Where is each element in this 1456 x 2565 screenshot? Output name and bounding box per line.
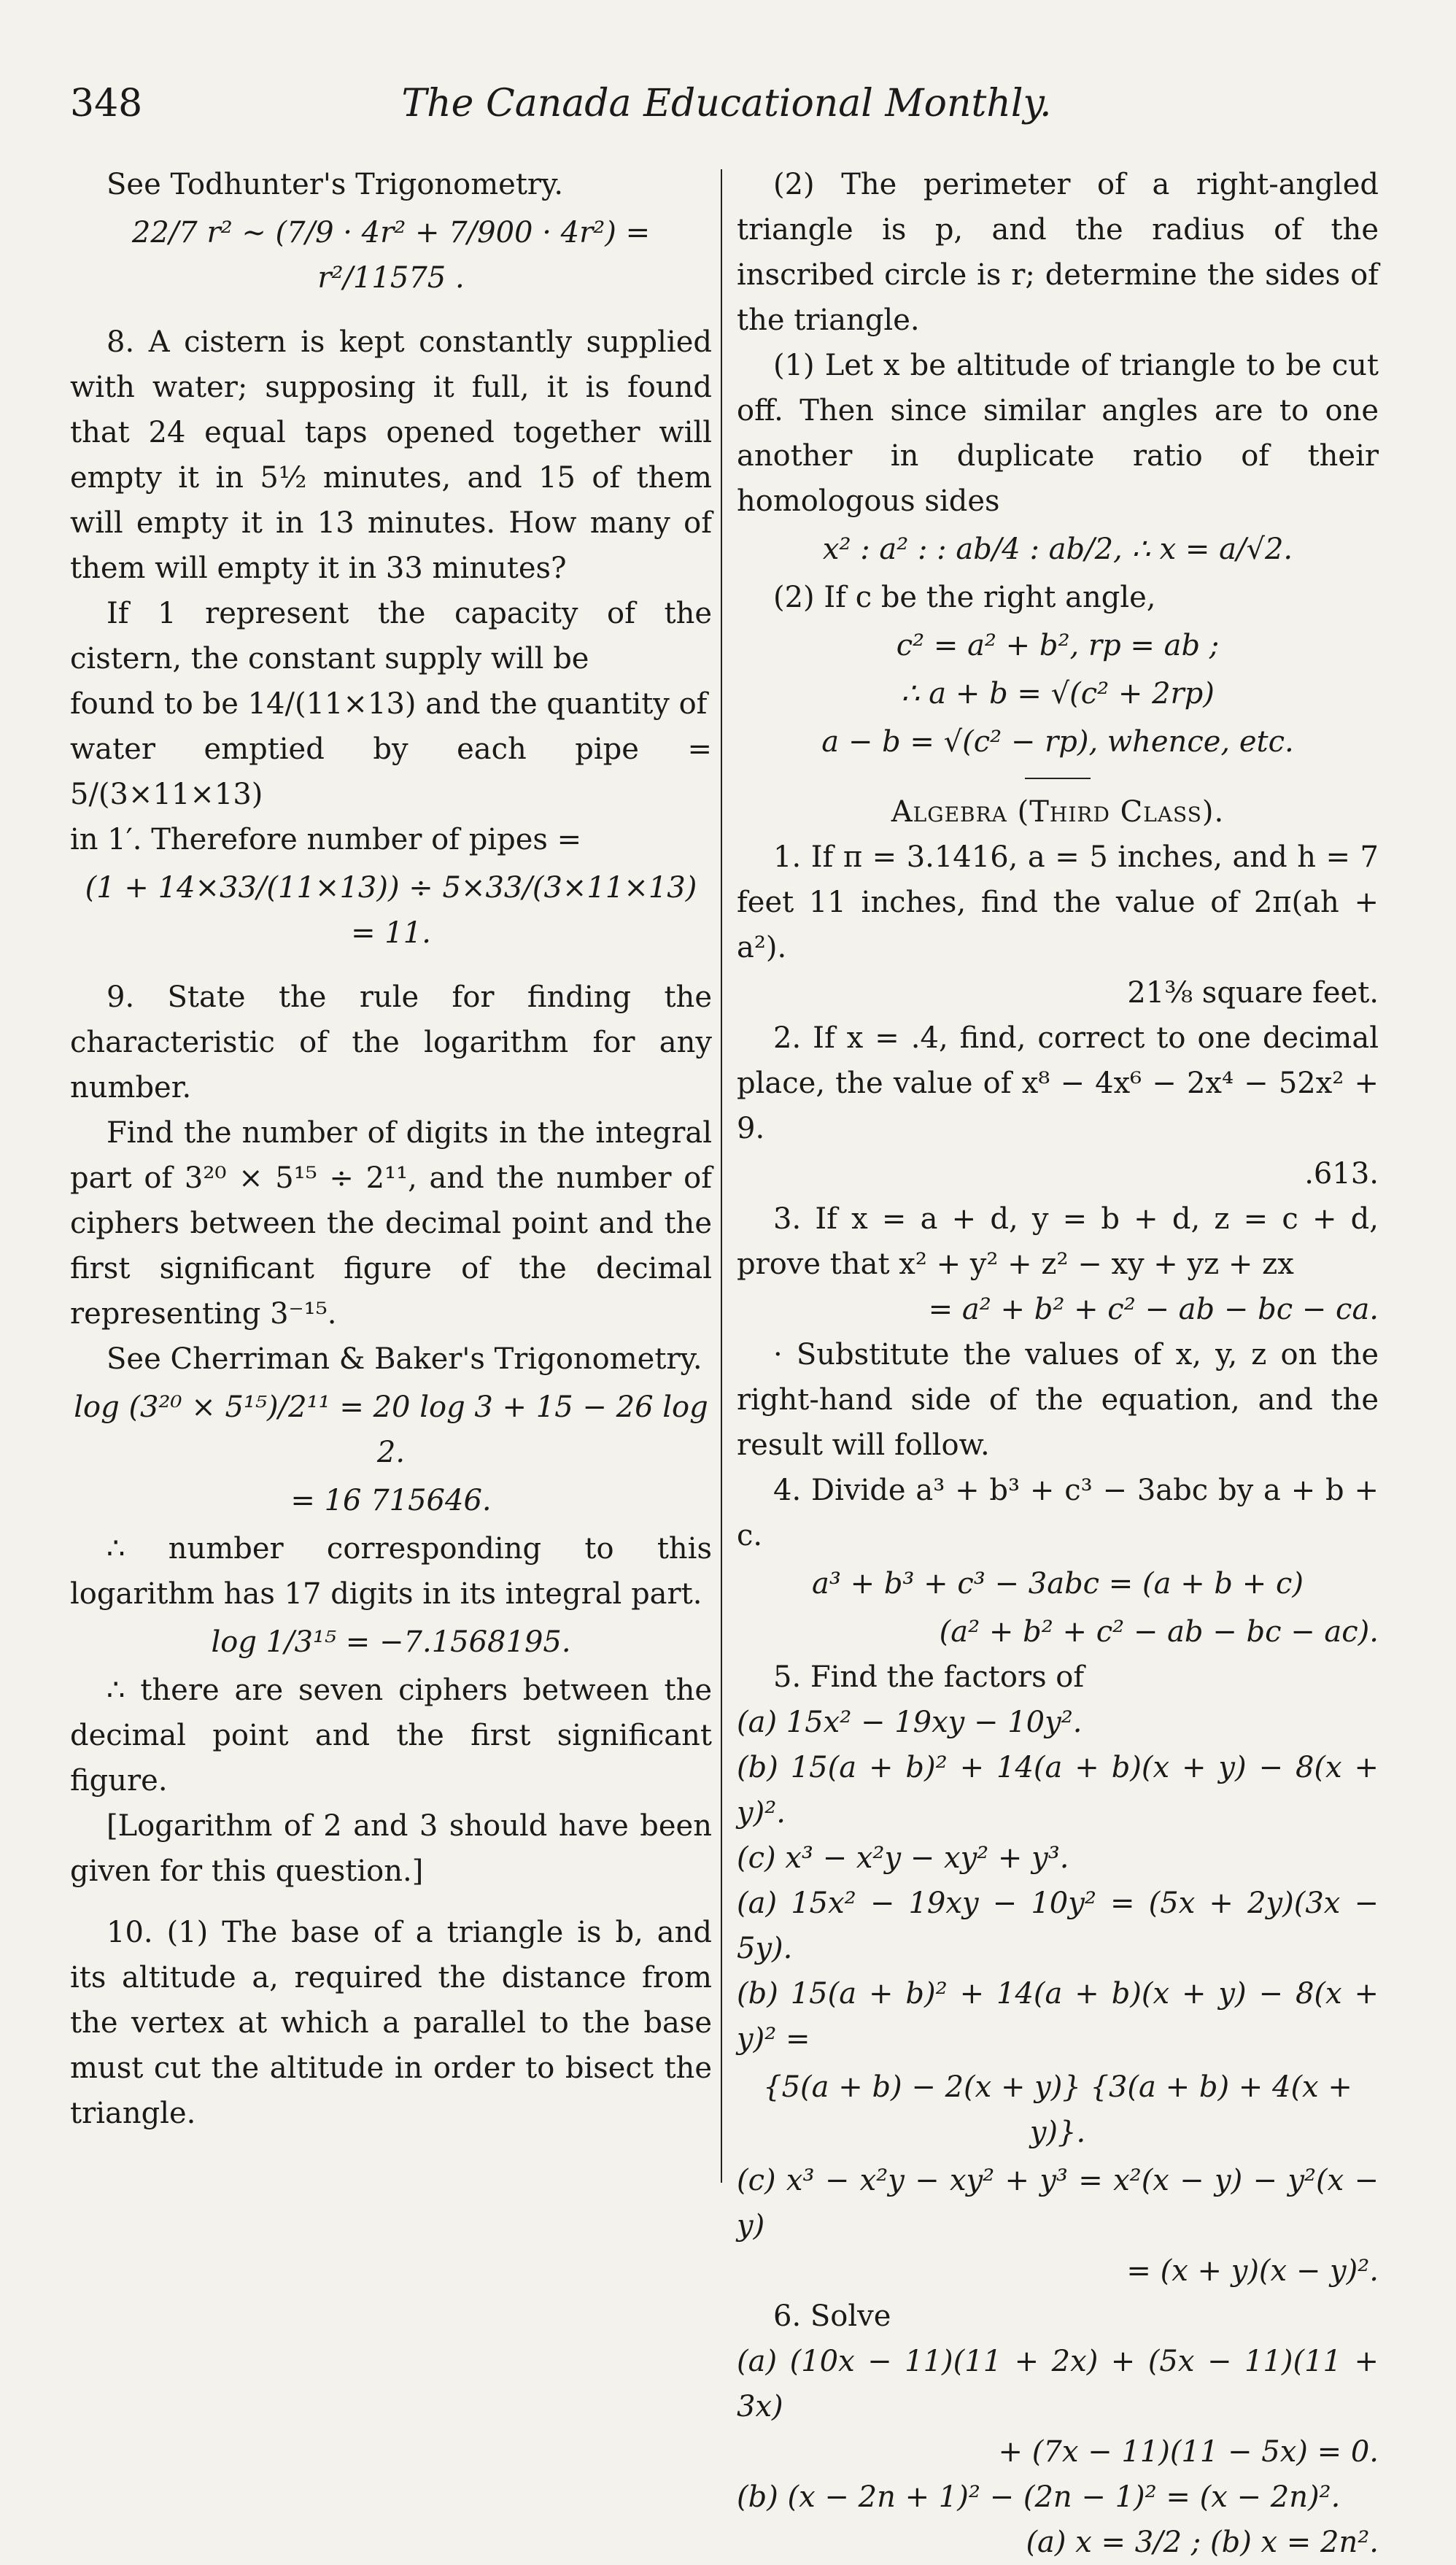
answer: .613. [1304,1157,1379,1191]
reference-line: See Todhunter's Trigonometry. [107,168,564,201]
question-3: 3. If x = a + d, y = b + d, z = c + d, prove that x² + y² + z² − xy + yz + zx [737,1202,1379,1281]
answer: (a) x = 3/2 ; (b) x = 2n². [1026,2526,1379,2559]
equation: + (7x − 11)(11 − 5x) = 0. [998,2435,1379,2469]
answer: (b) 15(a + b)² + 14(a + b)(x + y) − 8(x + y)² = [737,1977,1379,2056]
page-number: 348 [70,82,143,125]
sub-question: (b) (x − 2n + 1)² − (2n − 1)² = (x − 2n)². [737,2480,1341,2514]
question-1: 1. If π = 3.1416, a = 5 inches, and h = 7 feet 11 inches, find the value of 2π(ah + a²). [737,840,1379,964]
answer-text: water emptied by each pipe = 5/(3×11×13) [70,732,712,811]
equation: ∴ a + b = √(c² + 2rp) [901,677,1215,711]
sub-question: (a) (10x − 11)(11 + 2x) + (5x − 11)(11 + 3x) [737,2345,1379,2423]
equation: a − b = √(c² − rp), whence, etc. [821,725,1294,759]
equation: c² = a² + b², rp = ab ; [896,629,1220,662]
question-8: 8. A cistern is kept constantly supplied with water; supposing it full, it is found that 24 equal taps opened together will empty it in 5½ minutes, and 15 of them will empty it in 13 minutes. How many of them will empty it in 33 minutes? [70,325,712,585]
question-2: 2. If x = .4, find, correct to one decimal place, the value of x⁸ − 4x⁶ − 2x⁴ − 52x² + 9. [737,1021,1379,1145]
reference-line: See Cherriman & Baker's Trigonometry. [107,1342,702,1376]
equation: 22/7 r² ∼ (7/9 · 4r² + 7/900 · 4r²) = r²/11575 . [131,216,651,295]
answer-text: ∴ number corresponding to this logarithm has 17 digits in its integral part. [70,1532,712,1611]
answer: (a) 15x² − 19xy − 10y² = (5x + 2y)(3x − 5y). [737,1887,1379,1965]
equation: a³ + b³ + c³ − 3abc = (a + b + c) [811,1567,1304,1601]
question-6: 6. Solve [773,2299,891,2333]
question-5: 5. Find the factors of [773,1660,1085,1694]
equation: = a² + b² + c² − ab − bc − ca. [928,1293,1379,1326]
equation: log 1/3¹⁵ = −7.1568195. [211,1625,571,1659]
equation: = 16 715646. [290,1484,492,1517]
question-text: Find the number of digits in the integral part of 3²⁰ × 5¹⁵ ÷ 2¹¹, and the number of ciphers between the decimal point and the first significant figure of the decimal representing 3⁻¹⁵. [70,1116,712,1331]
answer-text: If 1 represent the capacity of the cistern, the constant supply will be [70,597,712,676]
equation: {5(a + b) − 2(x + y)} {3(a + b) + 4(x + y)}. [763,2070,1352,2149]
section-rule [1025,778,1091,779]
equation: (1 + 14×33/(11×13)) ÷ 5×33/(3×11×13) = 11. [85,871,697,950]
equation: (a² + b² + c² − ab − bc − ac). [939,1615,1379,1649]
right-column [737,162,1379,2565]
equation: x² : a² : : ab/4 : ab/2, ∴ x = a/√2. [822,533,1293,566]
answer-text: ∴ there are seven ciphers between the decimal point and the first significant figure. [70,1674,712,1798]
column-divider [721,169,722,2183]
answer: (c) x³ − x²y − xy² + y³ = x²(x − y) − y²(x − y) [737,2164,1379,2243]
equation: log (3²⁰ × 5¹⁵)/2¹¹ = 20 log 3 + 15 − 26 log 2. [74,1390,708,1469]
answer-text: · Substitute the values of x, y, z on the right-hand side of the equation, and the result will follow. [737,1338,1379,1462]
answer-text: (1) Let x be altitude of triangle to be cut off. Then since similar angles are to one another in duplicate ratio of their homologous sides [737,349,1379,518]
answer-text: (2) If c be the right angle, [773,581,1156,614]
sub-question: (b) 15(a + b)² + 14(a + b)(x + y) − 8(x + y)². [737,1751,1379,1830]
equation: = (x + y)(x − y)². [1126,2254,1379,2288]
sub-question: (c) x³ − x²y − xy² + y³. [737,1841,1069,1875]
answer-text: in 1′. Therefore number of pipes = [70,823,582,856]
note: [Logarithm of 2 and 3 should have been given for this question.] [70,1809,712,1888]
answer: 21⅜ square feet. [1127,976,1379,1010]
running-title: The Canada Educational Monthly. [401,82,1052,125]
section-heading: Algebra (Third Class). [891,795,1225,829]
question-9: 9. State the rule for finding the characteristic of the logarithm for any number. [70,980,712,1104]
question-10: 10. (1) The base of a triangle is b, and its altitude a, required the distance from the vertex at which a parallel to the base must cut the altitude in order to bisect the triangle. [70,1916,712,2130]
left-column [70,162,712,2136]
question-4: 4. Divide a³ + b³ + c³ − 3abc by a + b + c. [737,1474,1379,1552]
question-text: (2) The perimeter of a right-angled triangle is p, and the radius of the inscribed circle is r; determine the sides of the triangle. [737,168,1379,337]
sub-question: (a) 15x² − 19xy − 10y². [737,1706,1083,1739]
answer-text: found to be 14/(11×13) and the quantity of [70,687,708,721]
page-header [70,82,1383,133]
